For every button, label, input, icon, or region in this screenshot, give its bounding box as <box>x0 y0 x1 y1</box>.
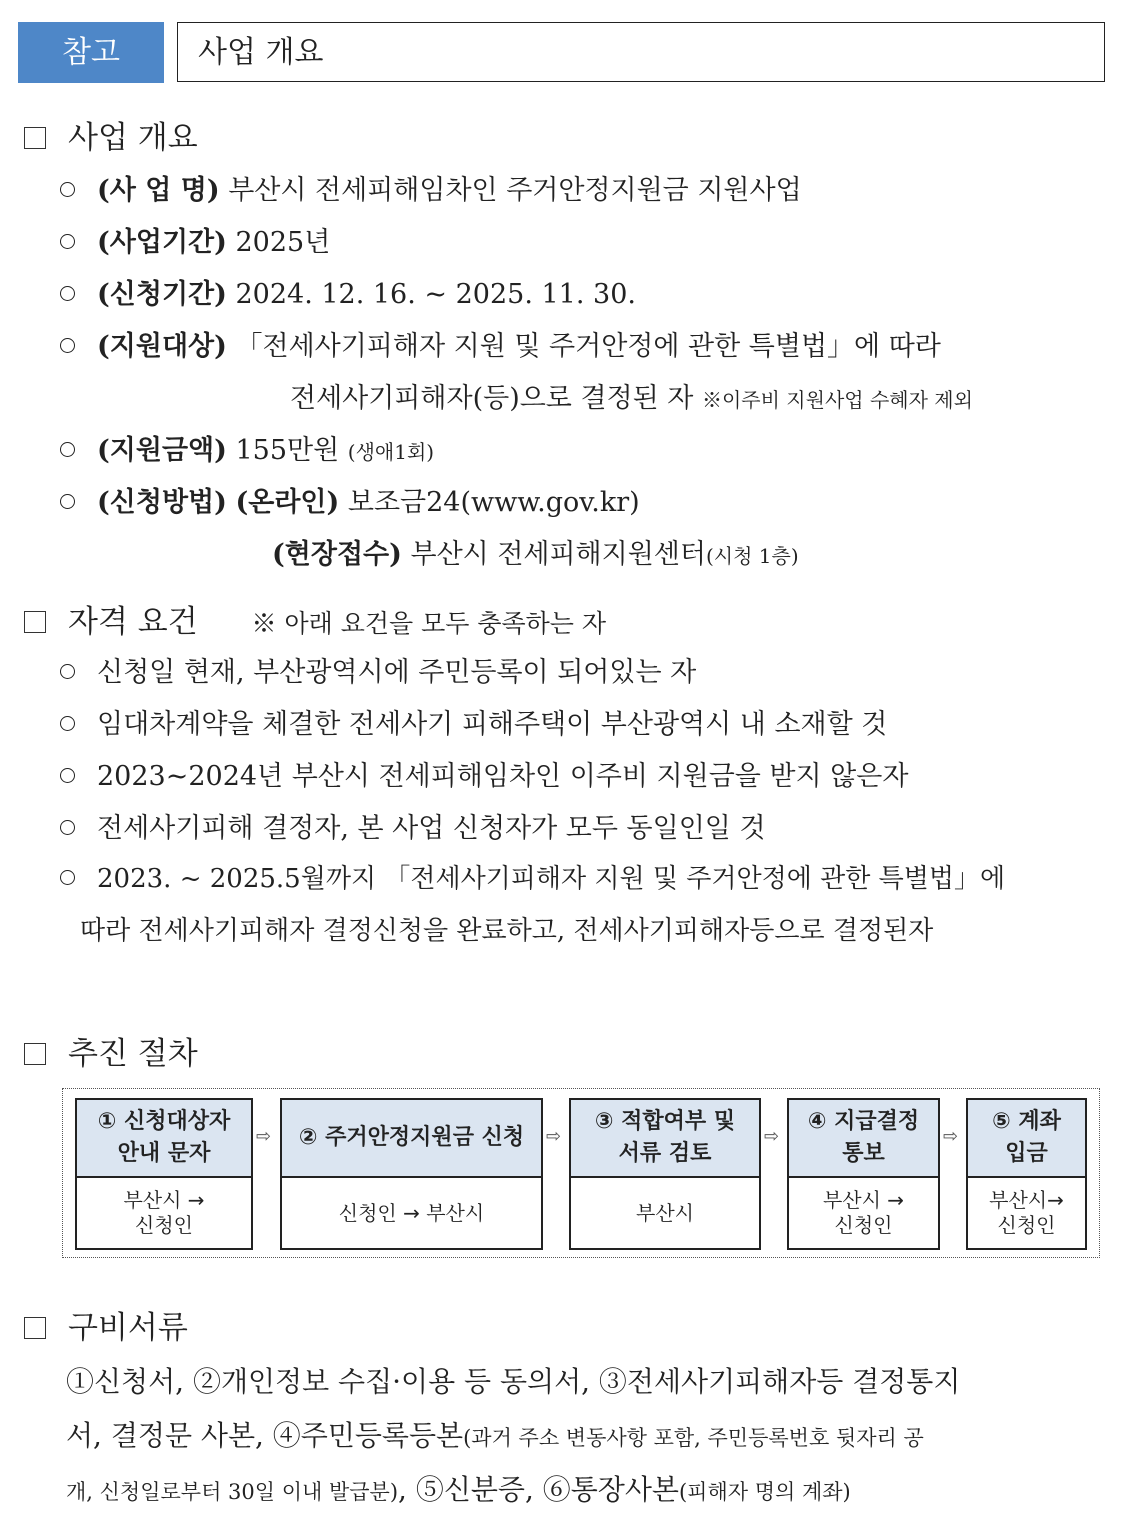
arrow-right-icon: ⇨ <box>943 1126 959 1147</box>
eligibility-item: 임대차계약을 체결한 전세사기 피해주택이 부산광역시 내 소재할 것 <box>60 702 887 741</box>
page-title: 사업 개요 <box>177 22 1105 82</box>
step-1-title: ① 신청대상자 안내 문자 <box>75 1098 253 1178</box>
overview-item-target: (지원대상) 「전세사기피해자 지원 및 주거안정에 관한 특별법」에 따라 <box>60 324 941 363</box>
bullet-circle-icon <box>60 494 75 509</box>
step-5-title: ⑤ 계좌 입금 <box>966 1098 1087 1178</box>
bullet-circle-icon <box>60 768 75 783</box>
section-eligibility-heading <box>24 596 606 641</box>
section-title: 구비서류 <box>68 1310 188 1346</box>
documents-line: 개, 신청일로부터 30일 이내 발급분), ⑤신분증, ⑥통장사본(피해자 명의 계좌) <box>66 1473 851 1506</box>
bullet-circle-icon <box>60 870 75 885</box>
bullet-circle-icon <box>60 716 75 731</box>
checkbox-square-icon <box>24 127 46 149</box>
overview-item-target-cont: 전세사기피해자(등)으로 결정된 자 ※이주비 지원사업 수혜자 제외 <box>290 383 973 414</box>
bullet-circle-icon <box>60 820 75 835</box>
checkbox-square-icon <box>24 1317 46 1339</box>
reference-tag: 참고 <box>18 22 164 83</box>
arrow-right-icon: ⇨ <box>256 1126 272 1147</box>
eligibility-item-cont: 따라 전세사기피해자 결정신청을 완료하고, 전세사기피해자등으로 결정된자 <box>80 916 934 946</box>
step-3-title: ③ 적합여부 및 서류 검토 <box>569 1098 761 1178</box>
overview-item-amount: (지원금액) 155만원 (생애1회) <box>60 428 434 467</box>
bullet-circle-icon <box>60 664 75 679</box>
bullet-circle-icon <box>60 182 75 197</box>
step-2-title: ② 주거안정지원금 신청 <box>280 1098 543 1178</box>
section-overview-heading <box>24 112 198 157</box>
step-3-actor: 부산시 <box>569 1178 761 1250</box>
overview-item-application-period: (신청기간) 2024. 12. 16. ~ 2025. 11. 30. <box>60 272 636 311</box>
section-title: 자격 요건 <box>68 604 198 640</box>
bullet-circle-icon <box>60 442 75 457</box>
overview-item-method: (신청방법) (온라인) 보조금24(www.gov.kr) <box>60 480 640 519</box>
step-4-title: ④ 지급결정 통보 <box>787 1098 940 1178</box>
step-2-actor: 신청인 → 부산시 <box>280 1178 543 1250</box>
section-documents-heading <box>24 1302 188 1347</box>
eligibility-note: ※ 아래 요건을 모두 충족하는 자 <box>251 609 607 638</box>
bullet-circle-icon <box>60 338 75 353</box>
eligibility-item: 전세사기피해 결정자, 본 사업 신청자가 모두 동일인일 것 <box>60 806 766 845</box>
overview-item-method-onsite: (현장접수) 부산시 전세피해지원센터(시청 1층) <box>272 539 799 570</box>
eligibility-item: 2023. ~ 2025.5월까지 「전세사기피해자 지원 및 주거안정에 관한 특별법」에 <box>60 858 1005 895</box>
eligibility-item: 신청일 현재, 부산광역시에 주민등록이 되어있는 자 <box>60 650 696 689</box>
section-title: 추진 절차 <box>68 1036 198 1072</box>
checkbox-square-icon <box>24 1043 46 1065</box>
arrow-right-icon: ⇨ <box>764 1126 780 1147</box>
section-procedure-heading <box>24 1028 198 1073</box>
bullet-circle-icon <box>60 234 75 249</box>
documents-line: 서, 결정문 사본, ④주민등록등본(과거 주소 변동사항 포함, 주민등록번호 뒷자리 공 <box>66 1419 924 1452</box>
step-5-actor: 부산시→ 신청인 <box>966 1178 1087 1250</box>
bullet-circle-icon <box>60 286 75 301</box>
step-1-actor: 부산시 → 신청인 <box>75 1178 253 1250</box>
documents-line: ①신청서, ②개인정보 수집·이용 등 동의서, ③전세사기피해자등 결정통지 <box>66 1365 961 1398</box>
exclusion-note: ※이주비 지원사업 수혜자 제외 <box>701 388 973 412</box>
step-4-actor: 부산시 → 신청인 <box>787 1178 940 1250</box>
overview-item-name: (사 업 명) 부산시 전세피해임차인 주거안정지원금 지원사업 <box>60 168 802 207</box>
eligibility-item: 2023~2024년 부산시 전세피해임차인 이주비 지원금을 받지 않은자 <box>60 754 908 793</box>
overview-item-period: (사업기간) 2025년 <box>60 220 330 259</box>
section-title: 사업 개요 <box>68 120 198 156</box>
arrow-right-icon: ⇨ <box>546 1126 562 1147</box>
checkbox-square-icon <box>24 611 46 633</box>
